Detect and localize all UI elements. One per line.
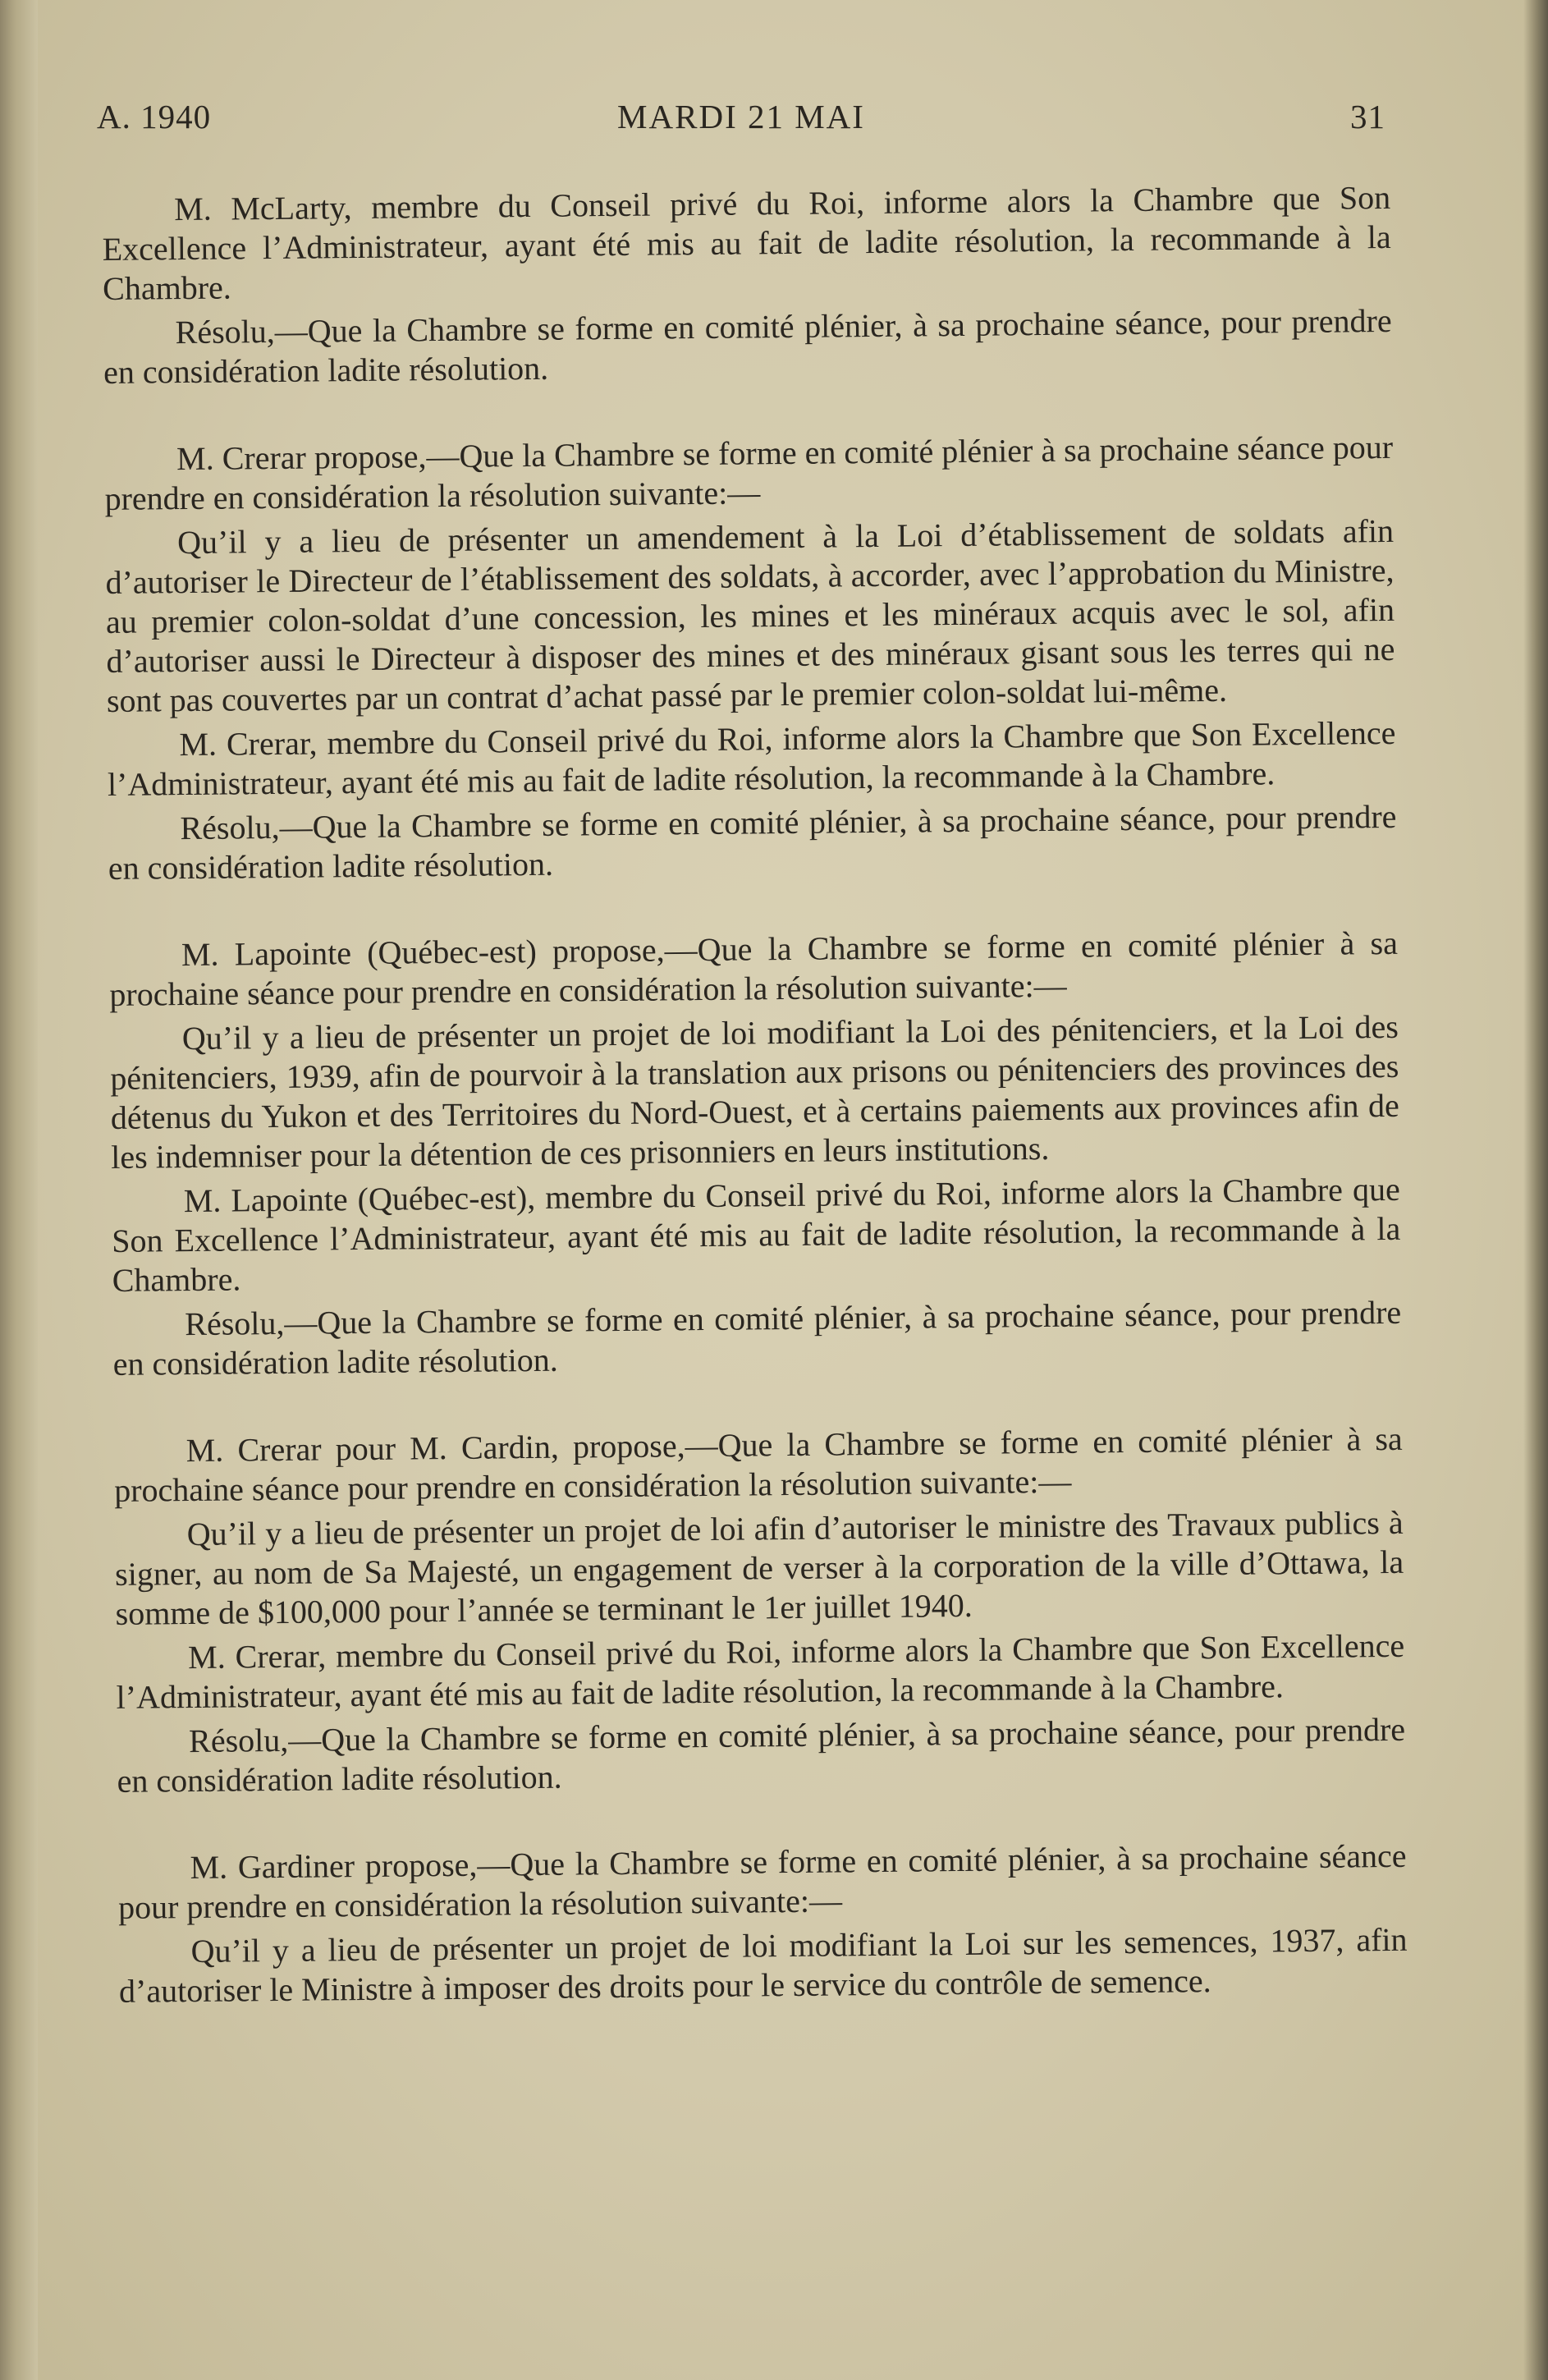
paragraph: Résolu,—Que la Chambre se forme en comité plénier, à sa prochaine séance, pour prendre en considération ladite résolution. [103,301,1392,391]
paragraph: Qu’il y a lieu de présenter un amendement à la Loi d’établissement de soldats afin d’autoriser le Directeur de l’établissement des soldats, à accorder, avec l’approbation du Ministre, au premier colon-soldat d’une concession, les mines et les minéraux acquis avec le sol, afin d’autoriser aussi le Directeur à disposer des mines et des minéraux gisant sous les terres qui ne sont pas couvertes par un contrat d’achat passé par le premier colon-soldat lui-même. [105,511,1395,719]
paragraph: Qu’il y a lieu de présenter un projet de loi modifiant la Loi sur les semences, 1937, afin d’autoriser le Ministre à imposer des droits pour le service du contrôle de semence. [118,1920,1408,2010]
paragraph: M. Crerar propose,—Que la Chambre se forme en comité plénier à sa prochaine séance pour prendre en considération la résolution suivante:— [104,428,1394,517]
paragraph: M. Lapointe (Québec-est) propose,—Que la Chambre se forme en comité plénier à sa prochaine séance pour prendre en considération la résolution suivante:— [109,924,1399,1013]
entry-mclarty [102,178,1392,392]
entry-crerar-soldats [104,428,1397,888]
running-header [97,97,1385,154]
entry-lapointe-penitenciers [109,924,1402,1384]
page-edge [1523,0,1548,2380]
paragraph: Résolu,—Que la Chambre se forme en comité plénier, à sa prochaine séance, pour prendre en considération ladite résolution. [108,797,1397,887]
paragraph: Résolu,—Que la Chambre se forme en comité plénier, à sa prochaine séance, pour prendre en considération ladite résolution. [112,1293,1402,1383]
paragraph: Résolu,—Que la Chambre se forme en comité plénier, à sa prochaine séance, pour prendre en considération ladite résolution. [117,1710,1406,1800]
paragraph: Qu’il y a lieu de présenter un projet de loi modifiant la Loi des pénitenciers, et la Loi des pénitenciers, 1939, afin de pourvoir à la translation aux prisons ou pénitenciers des provinces des détenus du Yukon et des Territoires du Nord-Ouest, et à certains paiements aux provinces afin de les indemniser pour la détention de ces prisonniers en leurs institutions. [110,1007,1399,1176]
header-date: MARDI 21 MAI [617,98,865,135]
binding-gutter [0,0,38,2380]
paragraph: M. Lapointe (Québec-est), membre du Conseil privé du Roi, informe alors la Chambre que Son Excellence l’Administrateur, ayant été mis au fait de ladite résolution, la recommande à la Chambre. [112,1170,1401,1299]
paragraph: M. Gardiner propose,—Que la Chambre se forme en comité plénier, à sa prochaine séance pour prendre en considération la résolution suivante:— [117,1837,1407,1926]
page-number: 31 [1350,98,1385,135]
entry-crerar-cardin [114,1419,1406,1801]
paragraph: Qu’il y a lieu de présenter un projet de loi afin d’autoriser le ministre des Travaux publics à signer, au nom de Sa Majesté, un engagement de verser à la corporation de la ville d’Ottawa, la somme de $100,000 pour l’année se terminant le 1er juillet 1940. [114,1503,1404,1632]
paragraph: M. McLarty, membre du Conseil privé du Roi, informe alors la Chambre que Son Excellence l’Administrateur, ayant été mis au fait de ladite résolution, la recommande à la Chambre. [102,178,1391,307]
paragraph: M. Crerar, membre du Conseil privé du Roi, informe alors la Chambre que Son Excellence l’Administrateur, ayant été mis au fait de ladite résolution, la recommande à la Chambre. [116,1626,1405,1716]
journal-body [102,178,1408,2059]
paragraph: M. Crerar, membre du Conseil privé du Roi, informe alors la Chambre que Son Excellence l’Administrateur, ayant été mis au fait de ladite résolution, la recommande à la Chambre. [107,713,1396,803]
header-year: A. 1940 [97,98,212,135]
entry-gardiner-semences [117,1837,1408,2011]
paragraph: M. Crerar pour M. Cardin, propose,—Que la Chambre se forme en comité plénier à sa prochaine séance pour prendre en considération la résolution suivante:— [113,1419,1403,1509]
